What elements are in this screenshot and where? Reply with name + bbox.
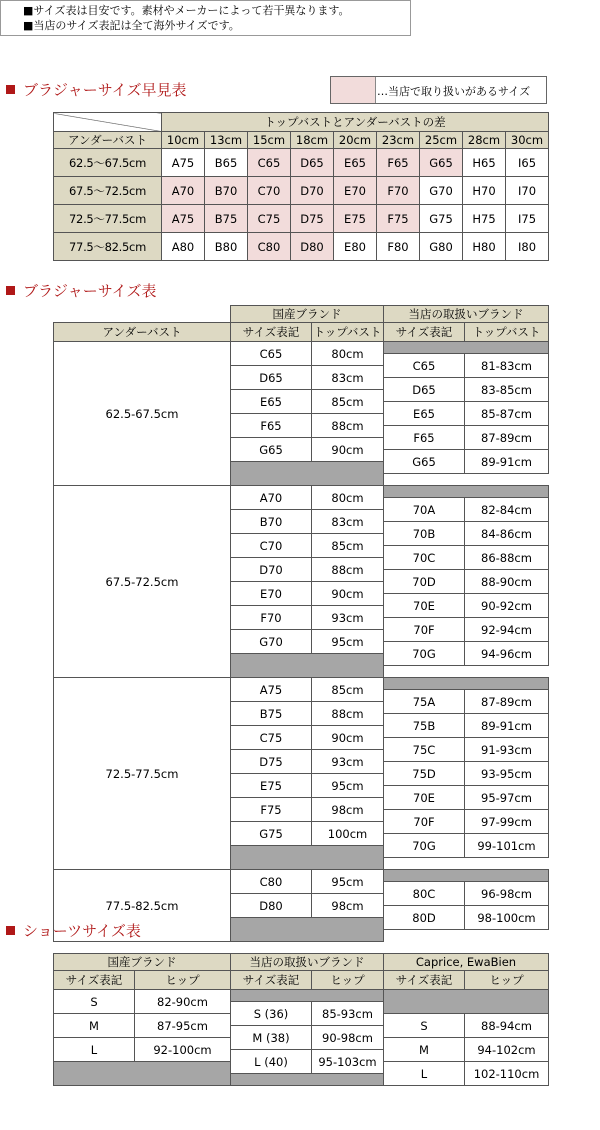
hip-header: ヒップ — [465, 971, 549, 990]
domestic-top-bust: 85cm — [312, 678, 384, 702]
size-cell: I80 — [506, 233, 549, 261]
store-size: 70A — [384, 498, 465, 522]
domestic-top-bust: 95cm — [312, 774, 384, 798]
under-bust-header: アンダーバスト — [54, 323, 231, 342]
size-cell: H70 — [463, 177, 506, 205]
domestic-top-bust: 83cm — [312, 510, 384, 534]
domestic-size: E65 — [231, 390, 312, 414]
caprice-size: M — [384, 1038, 465, 1062]
under-bust-header: アンダーバスト — [54, 132, 162, 149]
store-top-bust: 97-99cm — [465, 810, 549, 834]
square-bullet-icon — [6, 85, 15, 94]
store-size: 70E — [384, 786, 465, 810]
domestic-size: A70 — [231, 486, 312, 510]
spacer-bar — [384, 678, 549, 690]
domestic-hip: 92-100cm — [135, 1038, 231, 1062]
size-cell: I75 — [506, 205, 549, 233]
size-header: サイズ表記 — [231, 323, 312, 342]
size-cell: A75 — [162, 149, 205, 177]
domestic-size: D75 — [231, 750, 312, 774]
store-size: 70F — [384, 618, 465, 642]
domestic-size: C65 — [231, 342, 312, 366]
spacer-bar — [384, 870, 549, 882]
store-top-bust: 92-94cm — [465, 618, 549, 642]
store-top-bust: 93-95cm — [465, 762, 549, 786]
under-bust-range: 62.5～67.5cm — [54, 149, 162, 177]
store-size: C65 — [384, 354, 465, 378]
square-bullet-icon — [6, 926, 15, 935]
size-header: サイズ表記 — [231, 971, 312, 990]
store-size: 75D — [384, 762, 465, 786]
store-top-bust: 88-90cm — [465, 570, 549, 594]
domestic-top-bust: 88cm — [312, 414, 384, 438]
quick-size-row — [54, 177, 549, 205]
under-bust-range: 62.5-67.5cm — [54, 342, 231, 486]
diagonal-corner — [54, 113, 162, 132]
domestic-hip: 87-95cm — [135, 1014, 231, 1038]
top-bust-header: トップバスト — [312, 323, 384, 342]
caprice-hip: 88-94cm — [465, 1014, 549, 1038]
size-cell: D65 — [291, 149, 334, 177]
domestic-top-bust: 85cm — [312, 534, 384, 558]
diff-column-header: 18cm — [291, 132, 334, 149]
caprice-hip: 94-102cm — [465, 1038, 549, 1062]
size-notice-box — [0, 0, 411, 36]
blank-cell — [54, 306, 231, 323]
spacer-bar — [231, 846, 384, 870]
domestic-brand-header: 国産ブランド — [54, 954, 231, 971]
caprice-size: L — [384, 1062, 465, 1086]
bra-size-table — [53, 305, 549, 942]
notice-line: ■サイズ表は目安です。素材やメーカーによって若干異なります。 — [23, 4, 350, 17]
store-top-bust: 87-89cm — [465, 690, 549, 714]
size-cell: F65 — [377, 149, 420, 177]
shorts-size-row — [54, 990, 549, 1002]
domestic-size: L — [54, 1038, 135, 1062]
domestic-top-bust: 93cm — [312, 606, 384, 630]
size-cell: E70 — [334, 177, 377, 205]
domestic-top-bust: 93cm — [312, 750, 384, 774]
spacer-bar — [231, 654, 384, 678]
store-top-bust: 89-91cm — [465, 714, 549, 738]
caprice-brand-header: Caprice, EwaBien — [384, 954, 549, 971]
size-cell: D75 — [291, 205, 334, 233]
under-bust-range: 67.5～72.5cm — [54, 177, 162, 205]
store-size: 80C — [384, 882, 465, 906]
size-cell: H75 — [463, 205, 506, 233]
under-bust-range: 77.5～82.5cm — [54, 233, 162, 261]
store-size: 70B — [384, 522, 465, 546]
quick-size-row — [54, 149, 549, 177]
square-bullet-icon — [6, 286, 15, 295]
section-title-bra: ブラジャーサイズ表 — [6, 280, 157, 301]
spacer-bar — [384, 486, 549, 498]
size-cell: D70 — [291, 177, 334, 205]
legend-swatch — [331, 77, 376, 103]
size-cell: F75 — [377, 205, 420, 233]
quick-size-row — [54, 233, 549, 261]
domestic-size: F75 — [231, 798, 312, 822]
domestic-size: C70 — [231, 534, 312, 558]
under-bust-range: 77.5-82.5cm — [54, 870, 231, 942]
diff-column-header: 15cm — [248, 132, 291, 149]
domestic-top-bust: 90cm — [312, 726, 384, 750]
store-top-bust: 91-93cm — [465, 738, 549, 762]
size-cell: I65 — [506, 149, 549, 177]
domestic-size: F65 — [231, 414, 312, 438]
notice-line: ■当店のサイズ表記は全て海外サイズです。 — [23, 19, 240, 32]
domestic-size: G65 — [231, 438, 312, 462]
store-hip: 95-103cm — [312, 1050, 384, 1074]
domestic-size: B75 — [231, 702, 312, 726]
store-size: 70G — [384, 642, 465, 666]
store-size: 70E — [384, 594, 465, 618]
section-title-quick: ブラジャーサイズ早見表 — [6, 79, 187, 100]
store-size: S (36) — [231, 1002, 312, 1026]
size-cell: A70 — [162, 177, 205, 205]
size-cell: E75 — [334, 205, 377, 233]
store-size: 75C — [384, 738, 465, 762]
store-top-bust: 86-88cm — [465, 546, 549, 570]
store-hip: 90-98cm — [312, 1026, 384, 1050]
store-size: G65 — [384, 450, 465, 474]
under-bust-range: 67.5-72.5cm — [54, 486, 231, 678]
spacer-bar — [384, 990, 549, 1014]
domestic-top-bust: 88cm — [312, 558, 384, 582]
diff-header: トップバストとアンダーバストの差 — [162, 113, 549, 132]
store-top-bust: 87-89cm — [465, 426, 549, 450]
quick-size-row — [54, 205, 549, 233]
store-brand-header: 当店の取扱いブランド — [231, 954, 384, 971]
caprice-hip: 102-110cm — [465, 1062, 549, 1086]
domestic-top-bust: 83cm — [312, 366, 384, 390]
domestic-top-bust: 98cm — [312, 798, 384, 822]
store-brand-header: 当店の取扱いブランド — [384, 306, 549, 323]
size-cell: C70 — [248, 177, 291, 205]
store-size: 70C — [384, 546, 465, 570]
hip-header: ヒップ — [135, 971, 231, 990]
under-bust-range: 72.5-77.5cm — [54, 678, 231, 870]
store-top-bust: 96-98cm — [465, 882, 549, 906]
legend-label: …当店で取り扱いがあるサイズ — [377, 85, 531, 98]
size-cell: G70 — [420, 177, 463, 205]
size-cell: H65 — [463, 149, 506, 177]
size-cell: A75 — [162, 205, 205, 233]
spacer-bar — [384, 342, 549, 354]
domestic-size: E70 — [231, 582, 312, 606]
diff-column-header: 20cm — [334, 132, 377, 149]
store-hip: 85-93cm — [312, 1002, 384, 1026]
diff-column-header: 23cm — [377, 132, 420, 149]
size-cell: B70 — [205, 177, 248, 205]
domestic-top-bust: 80cm — [312, 342, 384, 366]
size-cell: E80 — [334, 233, 377, 261]
domestic-size: D65 — [231, 366, 312, 390]
section-title-shorts: ショーツサイズ表 — [6, 920, 141, 941]
store-size: F65 — [384, 426, 465, 450]
store-size: M (38) — [231, 1026, 312, 1050]
store-top-bust: 99-101cm — [465, 834, 549, 858]
domestic-top-bust: 88cm — [312, 702, 384, 726]
domestic-size: C80 — [231, 870, 312, 894]
store-size: E65 — [384, 402, 465, 426]
spacer-bar — [231, 1074, 384, 1086]
store-size: 70F — [384, 810, 465, 834]
size-cell: A80 — [162, 233, 205, 261]
diff-column-header: 28cm — [463, 132, 506, 149]
domestic-size: M — [54, 1014, 135, 1038]
spacer-bar — [231, 990, 384, 1002]
domestic-size: E75 — [231, 774, 312, 798]
store-size: D65 — [384, 378, 465, 402]
bra-size-row — [54, 678, 549, 690]
store-size: L (40) — [231, 1050, 312, 1074]
top-bust-header: トップバスト — [465, 323, 549, 342]
store-top-bust: 95-97cm — [465, 786, 549, 810]
size-cell: B75 — [205, 205, 248, 233]
size-cell: G75 — [420, 205, 463, 233]
domestic-size: A75 — [231, 678, 312, 702]
size-cell: B80 — [205, 233, 248, 261]
domestic-size: G75 — [231, 822, 312, 846]
store-top-bust: 82-84cm — [465, 498, 549, 522]
store-top-bust: 94-96cm — [465, 642, 549, 666]
under-bust-range: 72.5～77.5cm — [54, 205, 162, 233]
store-size: 70D — [384, 570, 465, 594]
domestic-size: D70 — [231, 558, 312, 582]
caprice-size: S — [384, 1014, 465, 1038]
size-cell: G80 — [420, 233, 463, 261]
domestic-top-bust: 95cm — [312, 870, 384, 894]
bra-size-row — [54, 870, 549, 882]
domestic-top-bust: 95cm — [312, 630, 384, 654]
store-top-bust: 89-91cm — [465, 450, 549, 474]
store-size: 75A — [384, 690, 465, 714]
domestic-brand-header: 国産ブランド — [231, 306, 384, 323]
domestic-hip: 82-90cm — [135, 990, 231, 1014]
domestic-top-bust: 85cm — [312, 390, 384, 414]
domestic-top-bust: 98cm — [312, 894, 384, 918]
size-cell: I70 — [506, 177, 549, 205]
domestic-top-bust: 90cm — [312, 582, 384, 606]
size-header: サイズ表記 — [54, 971, 135, 990]
store-top-bust: 85-87cm — [465, 402, 549, 426]
size-header: サイズ表記 — [384, 323, 465, 342]
bra-size-row — [54, 342, 549, 354]
bra-size-row — [54, 486, 549, 498]
stock-legend — [330, 76, 547, 104]
size-cell: D80 — [291, 233, 334, 261]
domestic-top-bust: 80cm — [312, 486, 384, 510]
domestic-size: S — [54, 990, 135, 1014]
store-top-bust: 84-86cm — [465, 522, 549, 546]
domestic-top-bust: 90cm — [312, 438, 384, 462]
store-top-bust: 81-83cm — [465, 354, 549, 378]
size-cell: H80 — [463, 233, 506, 261]
size-cell: C80 — [248, 233, 291, 261]
spacer-bar — [54, 1062, 231, 1086]
store-size: 70G — [384, 834, 465, 858]
spacer-bar — [231, 462, 384, 486]
domestic-size: B70 — [231, 510, 312, 534]
domestic-size: F70 — [231, 606, 312, 630]
size-cell: G65 — [420, 149, 463, 177]
size-cell: F70 — [377, 177, 420, 205]
store-size: 80D — [384, 906, 465, 930]
diff-column-header: 25cm — [420, 132, 463, 149]
domestic-size: C75 — [231, 726, 312, 750]
store-top-bust: 98-100cm — [465, 906, 549, 930]
store-size: 75B — [384, 714, 465, 738]
store-top-bust: 83-85cm — [465, 378, 549, 402]
size-header: サイズ表記 — [384, 971, 465, 990]
diff-column-header: 30cm — [506, 132, 549, 149]
size-cell: F80 — [377, 233, 420, 261]
size-cell: C75 — [248, 205, 291, 233]
diff-column-header: 10cm — [162, 132, 205, 149]
domestic-top-bust: 100cm — [312, 822, 384, 846]
shorts-size-table — [53, 953, 549, 1086]
spacer-bar — [231, 918, 384, 942]
domestic-size: G70 — [231, 630, 312, 654]
size-cell: E65 — [334, 149, 377, 177]
size-cell: B65 — [205, 149, 248, 177]
domestic-size: D80 — [231, 894, 312, 918]
quick-size-table — [53, 112, 549, 261]
diff-column-header: 13cm — [205, 132, 248, 149]
size-cell: C65 — [248, 149, 291, 177]
store-top-bust: 90-92cm — [465, 594, 549, 618]
hip-header: ヒップ — [312, 971, 384, 990]
